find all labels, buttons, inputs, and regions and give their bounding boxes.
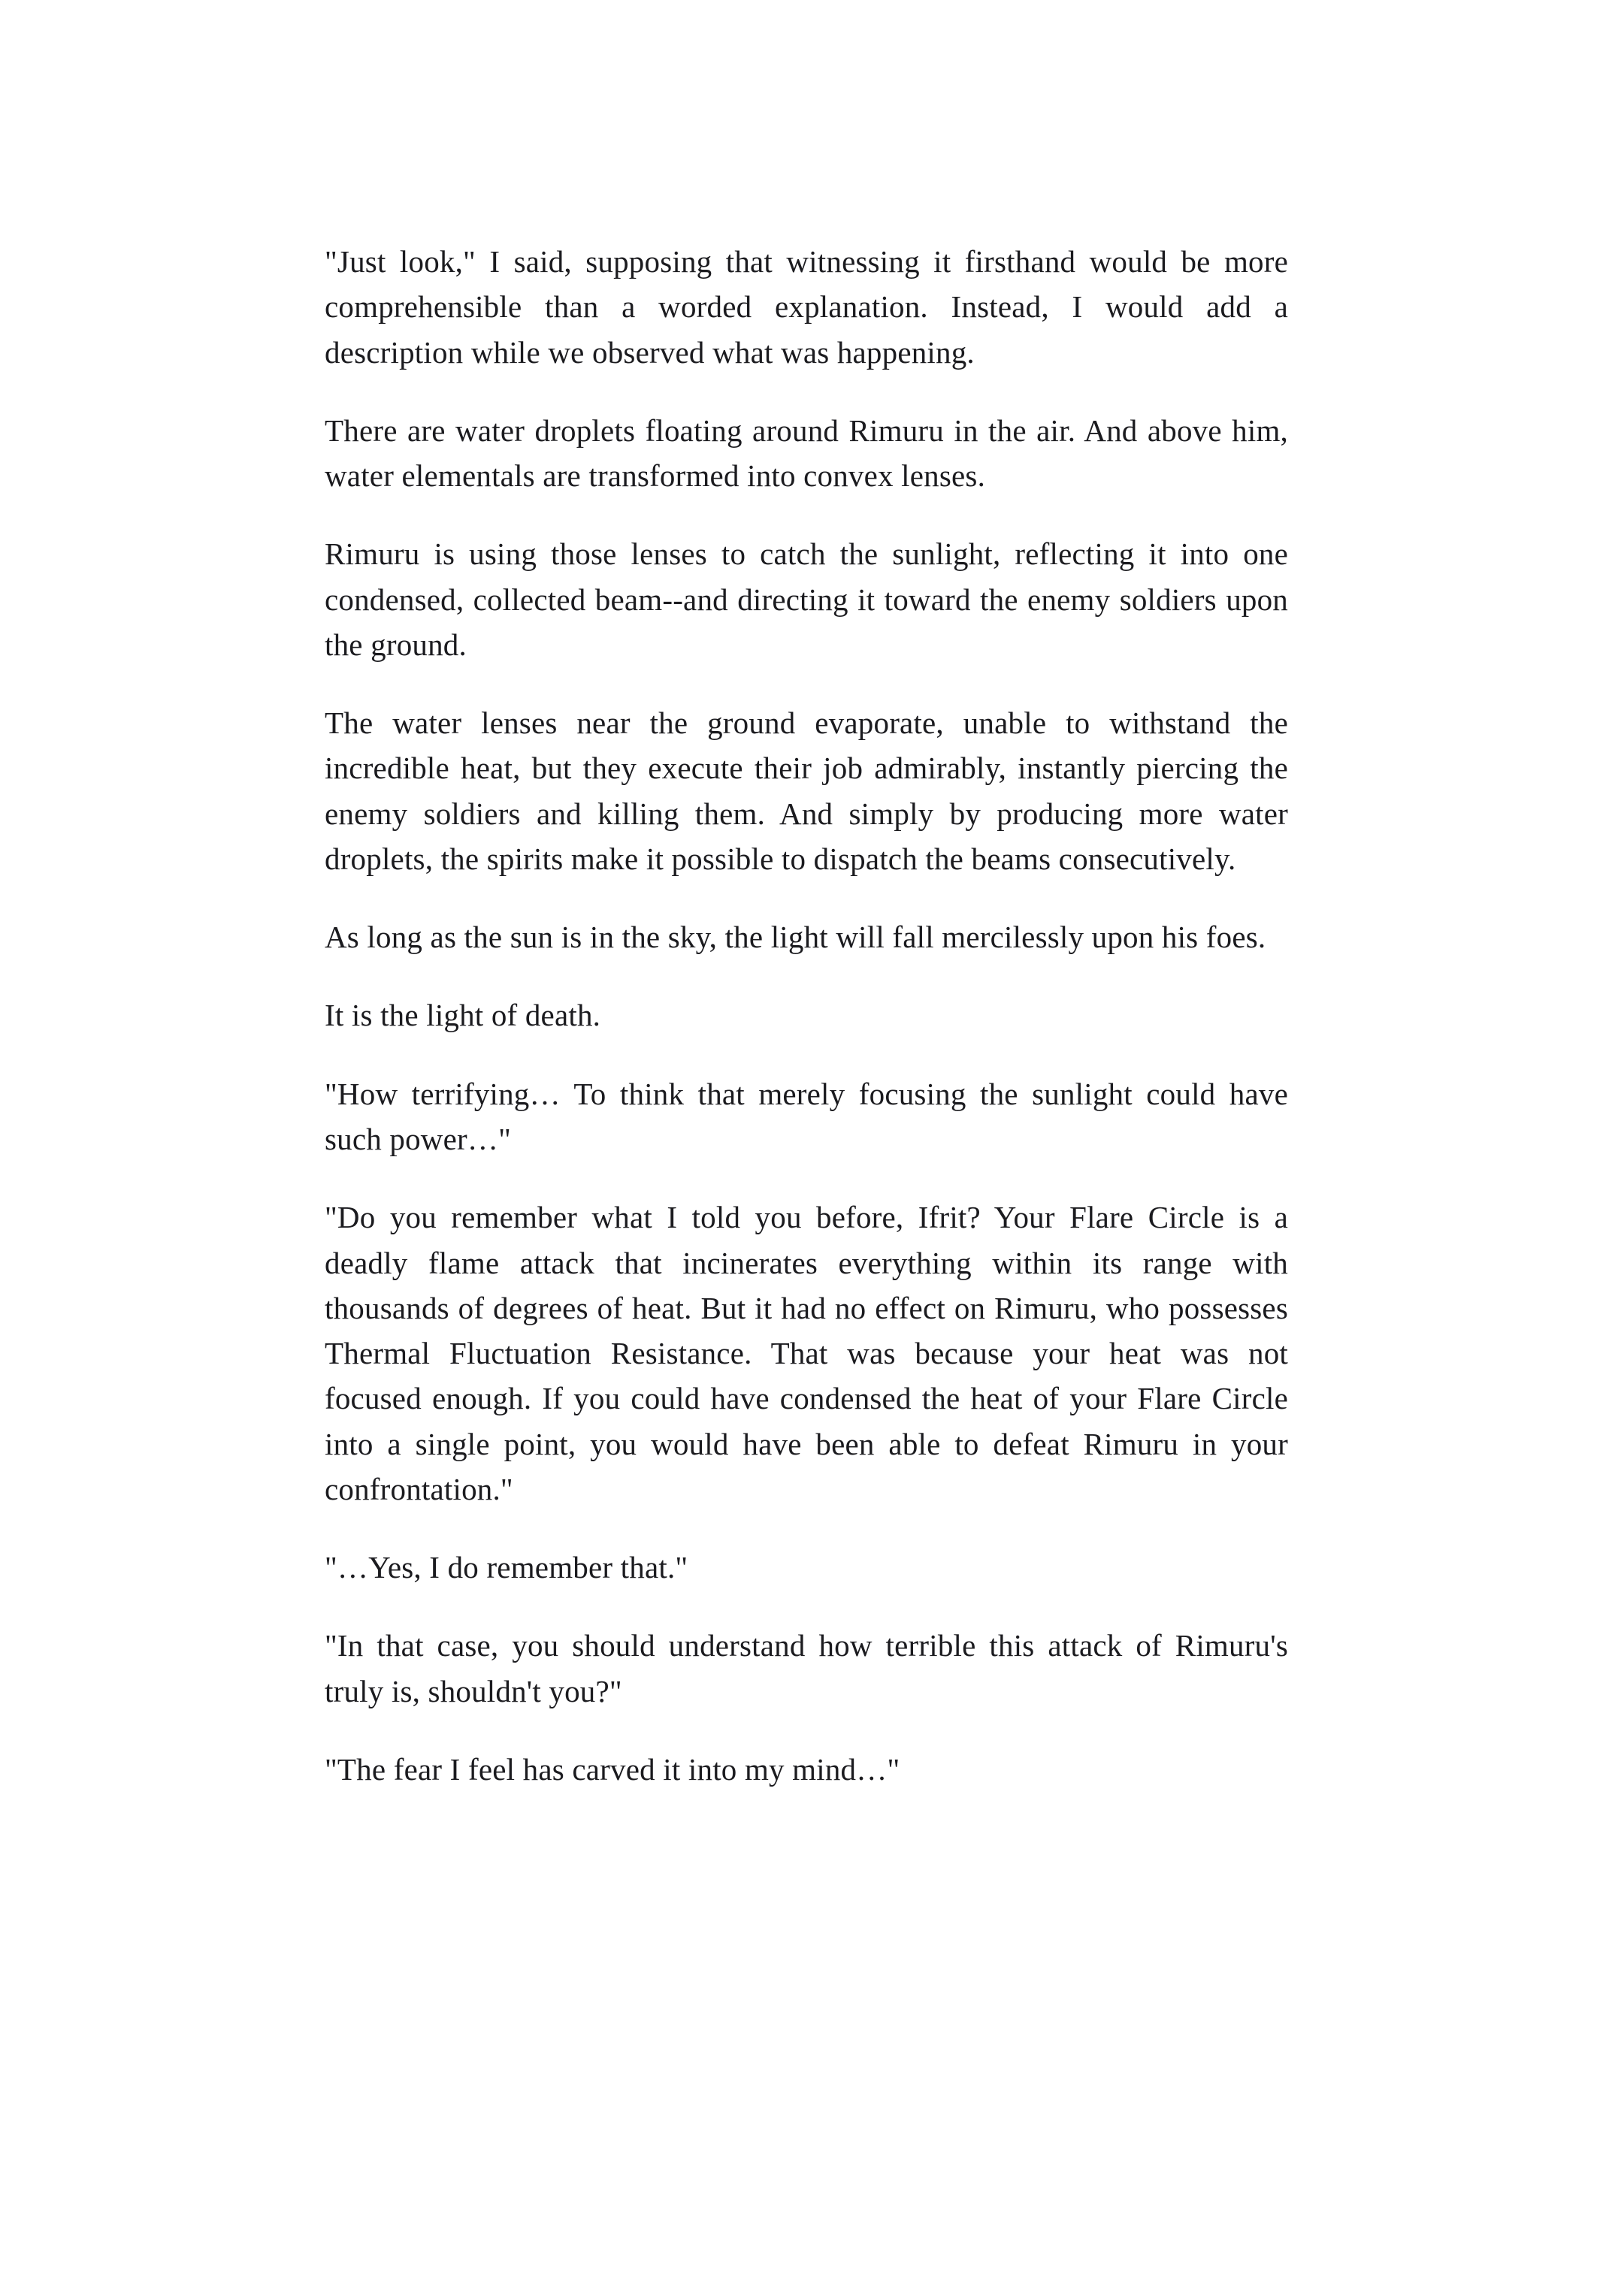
paragraph: "Do you remember what I told you before, Ifrit? Your Flare Circle is a deadly flame attack that incinerates everything within its range with thousands of degrees of heat. But it had no effect on Rimuru, who possesses Thermal Fluctuation Resistance. That was because your heat was not focused enough. If you could have condensed the heat of your Flare Circle into a single point, you would have been able to defeat Rimuru in your confrontation."	[325, 1200, 1288, 1506]
body-text-column	[325, 239, 1288, 1792]
paragraph: "The fear I feel has carved it into my mind…"	[325, 1751, 900, 1787]
paragraph: "How terrifying… To think that merely focusing the sunlight could have such power…"	[325, 1076, 1288, 1156]
paragraph: Rimuru is using those lenses to catch the sunlight, reflecting it into one condensed, collected beam--and directing it toward the enemy soldiers upon the ground.	[325, 536, 1288, 662]
paragraph: As long as the sun is in the sky, the light will fall mercilessly upon his foes.	[325, 920, 1266, 955]
paragraph: "…Yes, I do remember that."	[325, 1550, 688, 1585]
paragraph: "Just look," I said, supposing that witnessing it firsthand would be more comprehensible than a worded explanation. Instead, I would add a description while we observed what was happening.	[325, 244, 1288, 370]
paragraph: "In that case, you should understand how terrible this attack of Rimuru's truly is, shouldn't you?"	[325, 1628, 1288, 1708]
paragraph: It is the light of death.	[325, 998, 601, 1033]
paragraph: The water lenses near the ground evaporate, unable to withstand the incredible heat, but they execute their job admirably, instantly piercing the enemy soldiers and killing them. And simply by producing more water droplets, the spirits make it possible to dispatch the beams consecutively.	[325, 705, 1288, 876]
paragraph: There are water droplets floating around Rimuru in the air. And above him, water elementals are transformed into convex lenses.	[325, 412, 1288, 494]
